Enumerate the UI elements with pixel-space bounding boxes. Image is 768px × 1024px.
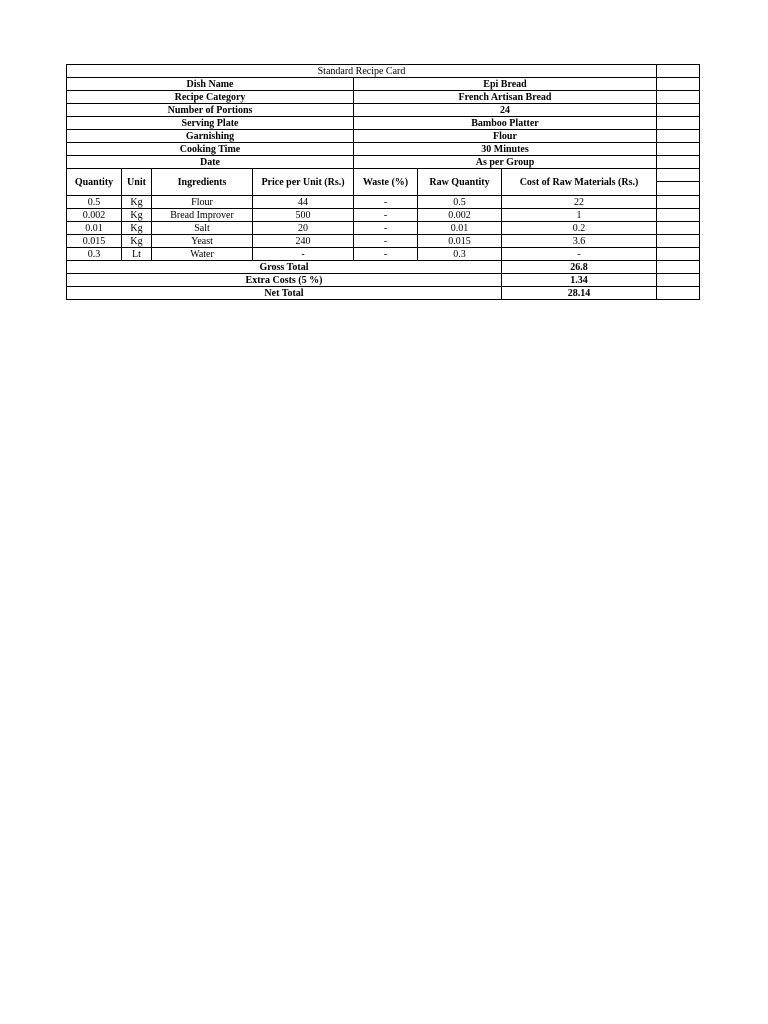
total-label: Extra Costs (5 %) xyxy=(67,274,502,287)
cell-price: 240 xyxy=(253,235,354,248)
cell-quantity: 0.5 xyxy=(67,196,122,209)
column-header: Ingredients xyxy=(152,169,253,196)
table-row xyxy=(67,235,700,248)
cell-waste: - xyxy=(354,196,418,209)
cell-waste: - xyxy=(354,248,418,261)
info-label: Serving Plate xyxy=(67,117,354,130)
info-row xyxy=(67,156,700,169)
info-label: Cooking Time xyxy=(67,143,354,156)
cell-cost: 0.2 xyxy=(502,222,657,235)
cell-raw-quantity: 0.5 xyxy=(418,196,502,209)
cell-unit: Kg xyxy=(122,222,152,235)
info-value: 30 Minutes xyxy=(354,143,657,156)
blank-cell xyxy=(657,287,700,300)
column-header: Waste (%) xyxy=(354,169,418,196)
cell-cost: - xyxy=(502,248,657,261)
column-header: Price per Unit (Rs.) xyxy=(253,169,354,196)
cell-unit: Kg xyxy=(122,196,152,209)
blank-cell xyxy=(657,130,700,143)
blank-cell xyxy=(657,196,700,209)
cell-quantity: 0.3 xyxy=(67,248,122,261)
recipe-card xyxy=(66,64,699,300)
info-row xyxy=(67,91,700,104)
blank-cell xyxy=(657,261,700,274)
column-header: Cost of Raw Materials (Rs.) xyxy=(502,169,657,196)
cell-raw-quantity: 0.002 xyxy=(418,209,502,222)
info-value: As per Group xyxy=(354,156,657,169)
cell-cost: 3.6 xyxy=(502,235,657,248)
table-row xyxy=(67,209,700,222)
blank-cell xyxy=(657,117,700,130)
cell-ingredient: Bread Improver xyxy=(152,209,253,222)
info-row xyxy=(67,78,700,91)
info-row xyxy=(67,143,700,156)
cell-waste: - xyxy=(354,222,418,235)
info-value: 24 xyxy=(354,104,657,117)
blank-cell xyxy=(657,104,700,117)
cell-quantity: 0.015 xyxy=(67,235,122,248)
info-row xyxy=(67,117,700,130)
info-label: Number of Portions xyxy=(67,104,354,117)
column-header: Quantity xyxy=(67,169,122,196)
cell-price: 20 xyxy=(253,222,354,235)
blank-cell xyxy=(657,65,700,78)
blank-cell xyxy=(657,248,700,261)
cell-unit: Kg xyxy=(122,235,152,248)
info-value: Bamboo Platter xyxy=(354,117,657,130)
info-row xyxy=(67,104,700,117)
blank-cell xyxy=(657,143,700,156)
cell-price: - xyxy=(253,248,354,261)
cell-raw-quantity: 0.015 xyxy=(418,235,502,248)
blank-cell xyxy=(657,169,700,196)
total-label: Net Total xyxy=(67,287,502,300)
cell-quantity: 0.002 xyxy=(67,209,122,222)
recipe-table xyxy=(66,64,700,300)
info-value: Flour xyxy=(354,130,657,143)
info-label: Garnishing xyxy=(67,130,354,143)
cell-waste: - xyxy=(354,235,418,248)
card-title: Standard Recipe Card xyxy=(67,65,657,78)
info-row xyxy=(67,130,700,143)
total-row xyxy=(67,274,700,287)
cell-cost: 1 xyxy=(502,209,657,222)
table-row xyxy=(67,222,700,235)
column-header: Unit xyxy=(122,169,152,196)
blank-cell xyxy=(657,209,700,222)
total-value: 1.34 xyxy=(502,274,657,287)
cell-ingredient: Flour xyxy=(152,196,253,209)
blank-cell xyxy=(657,91,700,104)
blank-cell xyxy=(657,235,700,248)
info-label: Recipe Category xyxy=(67,91,354,104)
table-row xyxy=(67,196,700,209)
total-value: 28.14 xyxy=(502,287,657,300)
total-value: 26.8 xyxy=(502,261,657,274)
blank-cell xyxy=(657,274,700,287)
blank-cell xyxy=(657,156,700,169)
cell-raw-quantity: 0.01 xyxy=(418,222,502,235)
info-value: French Artisan Bread xyxy=(354,91,657,104)
cell-ingredient: Yeast xyxy=(152,235,253,248)
info-label: Date xyxy=(67,156,354,169)
cell-ingredient: Salt xyxy=(152,222,253,235)
title-row xyxy=(67,65,700,78)
column-header: Raw Quantity xyxy=(418,169,502,196)
cell-unit: Kg xyxy=(122,209,152,222)
info-value: Epi Bread xyxy=(354,78,657,91)
cell-price: 44 xyxy=(253,196,354,209)
cell-waste: - xyxy=(354,209,418,222)
total-row xyxy=(67,287,700,300)
info-label: Dish Name xyxy=(67,78,354,91)
cell-ingredient: Water xyxy=(152,248,253,261)
cell-price: 500 xyxy=(253,209,354,222)
cell-unit: Lt xyxy=(122,248,152,261)
cell-cost: 22 xyxy=(502,196,657,209)
table-row xyxy=(67,248,700,261)
total-row xyxy=(67,261,700,274)
cell-raw-quantity: 0.3 xyxy=(418,248,502,261)
total-label: Gross Total xyxy=(67,261,502,274)
blank-cell xyxy=(657,222,700,235)
column-header-row xyxy=(67,169,700,196)
cell-quantity: 0.01 xyxy=(67,222,122,235)
blank-cell xyxy=(657,78,700,91)
